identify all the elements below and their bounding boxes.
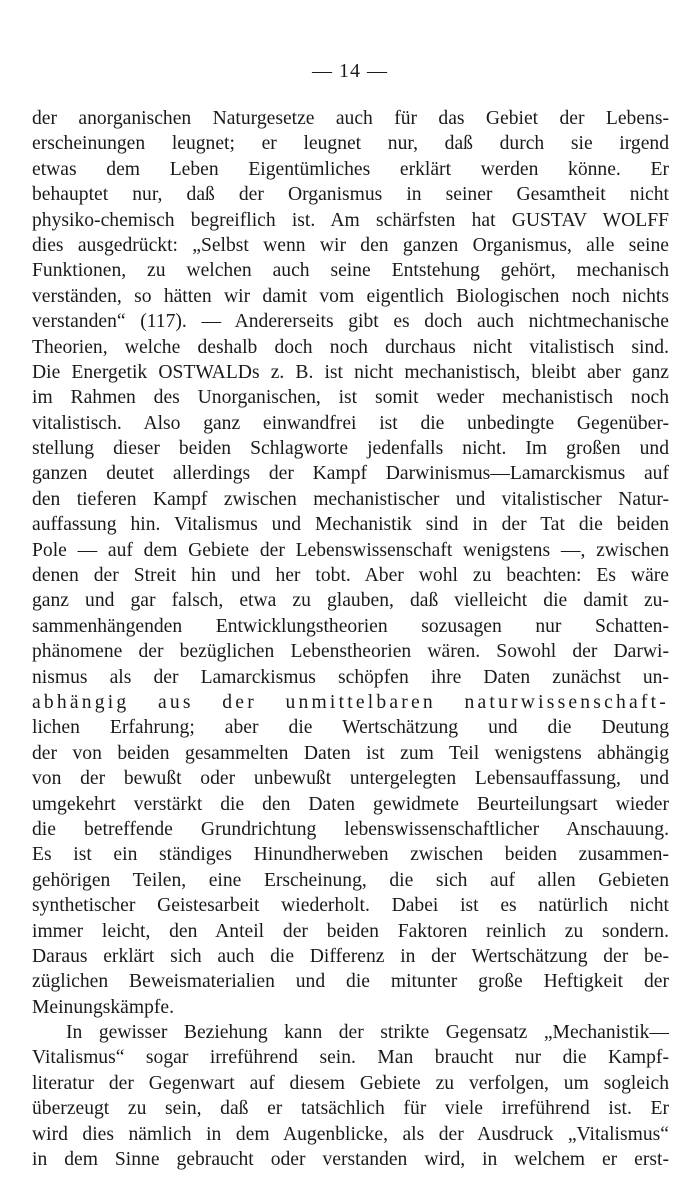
text-line: In gewisser Beziehung kann der strikte Gegensatz „Mechanistik— xyxy=(66,1022,669,1044)
text-line: synthetischer Geistesarbeit wiederholt. Dabei ist es natürlich nicht xyxy=(32,895,669,917)
page-number: — 14 — xyxy=(312,60,388,82)
text-line: Daraus erklärt sich auch die Differenz in der Wertschätzung der be- xyxy=(32,945,669,967)
text-line: physiko-chemisch begreiflich ist. Am schärfsten hat GUSTAV WOLFF xyxy=(32,209,669,231)
text-line: überzeugt zu sein, daß er tatsächlich für viele irreführend ist. Er xyxy=(32,1098,669,1120)
text-line: immer leicht, den Anteil der beiden Faktoren reinlich zu sondern. xyxy=(32,920,669,942)
paragraph xyxy=(32,1020,669,1172)
text-line: Die Energetik OSTWALDs z. B. ist nicht mechanistisch, bleibt aber ganz xyxy=(32,361,669,383)
text-line: Funktionen, zu welchen auch seine Entstehung gehört, mechanisch xyxy=(32,260,669,282)
text-line: den tieferen Kampf zwischen mechanistischer und vitalistischer Natur- xyxy=(32,488,669,510)
text-line: abhängig aus der unmittelbaren naturwissenschaft- xyxy=(32,691,669,713)
text-line: von der bewußt oder unbewußt untergelegten Lebensauffassung, und xyxy=(32,768,669,790)
text-line: nismus als der Lamarckismus schöpfen ihre Daten zunächst un- xyxy=(32,666,669,688)
text-line: der anorganischen Naturgesetze auch für das Gebiet der Lebens- xyxy=(32,108,669,129)
text-line: literatur der Gegenwart auf diesem Gebiete zu verfolgen, um sogleich xyxy=(32,1072,669,1094)
text-line: Vitalismus“ sogar irreführend sein. Man braucht nur die Kampf- xyxy=(32,1047,669,1069)
text-line: verstanden“ (117). — Andererseits gibt es doch auch nichtmechanische xyxy=(32,311,669,333)
body-text xyxy=(32,106,669,1172)
text-line: Meinungskämpfe. xyxy=(32,996,175,1018)
text-line: dies ausgedrückt: „Selbst wenn wir den ganzen Organismus, alle seine xyxy=(32,234,669,256)
text-line: erscheinungen leugnet; er leugnet nur, daß durch sie irgend xyxy=(32,133,669,155)
text-line: wird dies nämlich in dem Augenblicke, als der Ausdruck „Vitalismus“ xyxy=(32,1123,669,1145)
text-line: der von beiden gesammelten Daten ist zum Teil wenigstens abhängig xyxy=(32,742,669,764)
text-line: verständen, so hätten wir damit vom eigentlich Biologischen noch nichts xyxy=(32,285,669,307)
text-line: ganzen deutet allerdings der Kampf Darwinismus—Lamarckismus auf xyxy=(32,463,669,485)
text-line: etwas dem Leben Eigentümliches erklärt werden könne. Er xyxy=(32,158,669,180)
text-line: vitalistisch. Also ganz einwandfrei ist die unbedingte Gegenüber- xyxy=(32,412,669,434)
text-line: stellung dieser beiden Schlagworte jedenfalls nicht. Im großen und xyxy=(32,438,669,460)
text-line: denen der Streit hin und her tobt. Aber wohl zu beachten: Es wäre xyxy=(32,565,669,587)
text-line: behauptet nur, daß der Organismus in seiner Gesamtheit nicht xyxy=(32,184,669,206)
text-line: umgekehrt verstärkt die den Daten gewidmete Beurteilungsart wieder xyxy=(32,793,669,815)
text-line: Pole — auf dem Gebiete der Lebenswissenschaft wenigstens —, zwischen xyxy=(32,539,669,561)
text-line: die betreffende Grundrichtung lebenswissenschaftlicher Anschauung. xyxy=(32,818,669,840)
text-line: phänomene der bezüglichen Lebenstheorien wären. Sowohl der Darwi- xyxy=(32,641,669,663)
text-line: Theorien, welche deshalb doch noch durchaus nicht vitalistisch sind. xyxy=(32,336,669,358)
text-line: züglichen Beweismaterialien und die mitunter große Heftigkeit der xyxy=(32,971,669,993)
text-line: gehörigen Teilen, eine Erscheinung, die sich auf allen Gebieten xyxy=(32,869,669,891)
text-line: auffassung hin. Vitalismus und Mechanistik sind in der Tat die beiden xyxy=(32,514,669,536)
text-line: lichen Erfahrung; aber die Wertschätzung und die Deutung xyxy=(32,717,669,739)
paragraph xyxy=(32,106,669,1020)
text-line: in dem Sinne gebraucht oder verstanden wird, in welchem er erst- xyxy=(32,1149,669,1171)
text-line: sammenhängenden Entwicklungstheorien sozusagen nur Schatten- xyxy=(32,615,669,637)
text-line: Es ist ein ständiges Hinundherweben zwischen beiden zusammen- xyxy=(32,844,669,866)
text-line: im Rahmen des Unorganischen, ist somit weder mechanistisch noch xyxy=(32,387,669,409)
text-line: ganz und gar falsch, etwa zu glauben, daß vielleicht die damit zu- xyxy=(32,590,669,612)
